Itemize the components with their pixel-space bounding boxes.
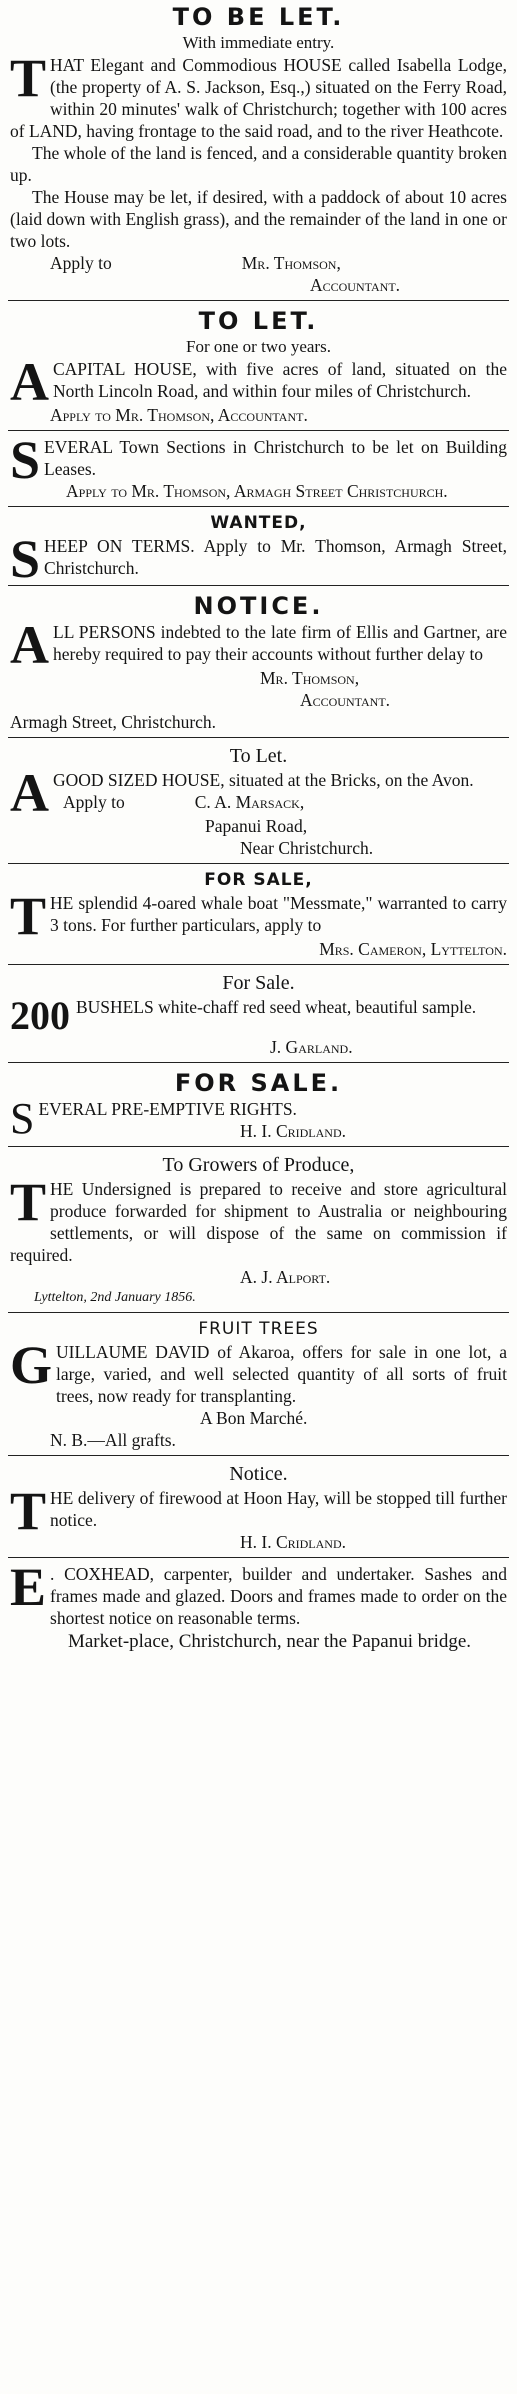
- divider: [8, 1312, 509, 1313]
- ad-heading: WANTED,: [210, 513, 307, 533]
- drop-capital: T: [10, 1481, 47, 1541]
- drop-capital: G: [10, 1335, 53, 1395]
- advertiser-title: Accountant.: [310, 275, 401, 295]
- apply-line: [10, 252, 507, 274]
- apply-line: [10, 791, 507, 813]
- drop-capital: A: [10, 763, 49, 823]
- ad-signature: A Bon Marché.: [200, 1408, 308, 1428]
- ad-body: GOOD SIZED HOUSE, situated at the Bricks, on the Avon.: [53, 770, 474, 790]
- advertiser-name: Mr. Thomson,: [260, 668, 360, 688]
- apply-line: Apply to Mr. Thomson, Armagh Street Christchurch.: [66, 481, 448, 501]
- ad-body: HEEP ON TERMS. Apply to Mr. Thomson, Armagh Street, Christchurch.: [44, 536, 507, 578]
- advertiser-address: Market-place, Christchurch, near the Papanui bridge.: [67, 1631, 472, 1652]
- divider: [8, 1146, 509, 1147]
- advertiser-address: Near Christchurch.: [240, 838, 374, 858]
- ad-to-let-house: [8, 743, 509, 859]
- divider: [8, 964, 509, 965]
- ad-for-sale-wheat: [8, 970, 509, 1058]
- ad-heading: For Sale.: [222, 972, 295, 994]
- divider: [8, 863, 509, 864]
- divider: [8, 430, 509, 431]
- ad-body: HE delivery of firewood at Hoon Hay, will be stopped till further notice.: [50, 1488, 507, 1530]
- ad-to-be-let: [8, 2, 509, 296]
- advertiser-name: C. A. Marsack,: [194, 792, 305, 812]
- advertiser-name: Mrs. Cameron, Lyttelton.: [319, 939, 507, 959]
- divider: [8, 1455, 509, 1456]
- drop-capital: T: [10, 1172, 47, 1232]
- drop-capital: A: [10, 615, 49, 675]
- ad-to-let: [8, 306, 509, 426]
- ad-body: The House may be let, if desired, with a paddock of about 10 acres (laid down with English grass), and the remainder of the land in one or two lots.: [10, 187, 507, 251]
- ad-heading: Notice.: [229, 1463, 288, 1485]
- advertiser-title: Accountant.: [300, 690, 391, 710]
- ad-body: LL PERSONS indebted to the late firm of Ellis and Gartner, are hereby required to pay their accounts without further delay to: [53, 622, 507, 664]
- ad-heading: NOTICE.: [193, 592, 324, 620]
- divider: [8, 506, 509, 507]
- ad-town-sections: [8, 430, 509, 502]
- advertiser-name: H. I. Cridland.: [240, 1532, 347, 1552]
- advertiser-name: H. I. Cridland.: [240, 1121, 347, 1141]
- advertiser-name: A. J. Alport.: [240, 1267, 331, 1287]
- divider: [8, 1062, 509, 1063]
- divider: [8, 585, 509, 586]
- ad-body: HE splendid 4-oared whale boat "Messmate," warranted to carry 3 tons. For further particulars, apply to: [50, 893, 507, 935]
- ad-subheading: With immediate entry.: [182, 33, 335, 52]
- drop-capital: T: [10, 886, 47, 946]
- drop-capital: E: [10, 1557, 47, 1617]
- ad-body: . COXHEAD, carpenter, builder and undertaker. Sashes and frames made and glazed. Doors and frames made to order on the shortest notice on reasonable terms.: [50, 1564, 507, 1628]
- ad-heading: FOR SALE,: [204, 870, 313, 890]
- apply-label: Apply to: [63, 792, 125, 812]
- ad-body: EVERAL PRE-EMPTIVE RIGHTS.: [38, 1099, 297, 1119]
- ad-body: BUSHELS white-chaff red seed wheat, beautiful sample.: [76, 997, 477, 1017]
- ad-heading: TO LET.: [198, 307, 319, 335]
- large-numeral: 200: [10, 993, 70, 1038]
- ad-body: UILLAUME DAVID of Akaroa, offers for sale in one lot, a large, varied, and well selected quantity of all sorts of fruit trees, now ready for transplanting.: [56, 1342, 507, 1406]
- drop-capital: S: [10, 529, 41, 589]
- ad-body: HE Undersigned is prepared to receive and store agricultural produce forwarded for shipment to Australia or neighbouring settlements, or will dispose of the same on commission if required.: [10, 1179, 507, 1265]
- ad-body: CAPITAL HOUSE, with five acres of land, situated on the North Lincoln Road, and within four miles of Christchurch.: [53, 359, 507, 401]
- apply-line: Apply to Mr. Thomson, Accountant.: [50, 405, 308, 425]
- ad-heading: FOR SALE.: [174, 1069, 343, 1097]
- ad-fruit-trees: [8, 1318, 509, 1451]
- divider: [8, 1557, 509, 1558]
- ad-growers-of-produce: [8, 1152, 509, 1308]
- apply-label: Apply to: [50, 253, 112, 273]
- advertiser-name: Mr. Thomson,: [241, 253, 341, 273]
- drop-capital: A: [10, 352, 49, 412]
- divider: [8, 300, 509, 301]
- advertiser-address: Papanui Road,: [205, 816, 308, 836]
- divider: [8, 737, 509, 738]
- drop-capital: T: [10, 48, 47, 108]
- ad-heading: TO BE LET.: [172, 3, 345, 31]
- ad-date: Lyttelton, 2nd January 1856.: [34, 1290, 196, 1305]
- ad-for-sale-rights: [8, 1068, 509, 1142]
- drop-capital: S: [10, 430, 41, 490]
- ad-body: HAT Elegant and Commodious HOUSE called Isabella Lodge, (the property of A. S. Jackson, Esq.,) situated on the Ferry Road, within 20 minutes' walk of Christchurch; together with 100 acres of LAND, having frontage to the said road, and to the river Heathcote.: [10, 55, 507, 141]
- ad-body: EVERAL Town Sections in Christchurch to be let on Building Leases.: [44, 437, 507, 479]
- ad-wanted: [8, 512, 509, 589]
- ad-note: N. B.—All grafts.: [50, 1430, 176, 1450]
- ad-for-sale-boat: [8, 869, 509, 960]
- advertiser-address: Armagh Street, Christchurch.: [10, 712, 217, 732]
- advertiser-name: J. Garland.: [270, 1037, 353, 1057]
- ad-subheading: For one or two years.: [186, 337, 331, 356]
- ad-notice-firewood: [8, 1461, 509, 1553]
- ad-heading: To Let.: [229, 745, 288, 767]
- ad-heading: FRUIT TREES: [198, 1319, 319, 1339]
- ad-body: The whole of the land is fenced, and a considerable quantity broken up.: [10, 143, 507, 185]
- drop-capital: S: [10, 1094, 35, 1143]
- ad-notice: [8, 591, 509, 733]
- ad-heading: To Growers of Produce,: [162, 1154, 355, 1176]
- ad-coxhead: [8, 1557, 509, 1654]
